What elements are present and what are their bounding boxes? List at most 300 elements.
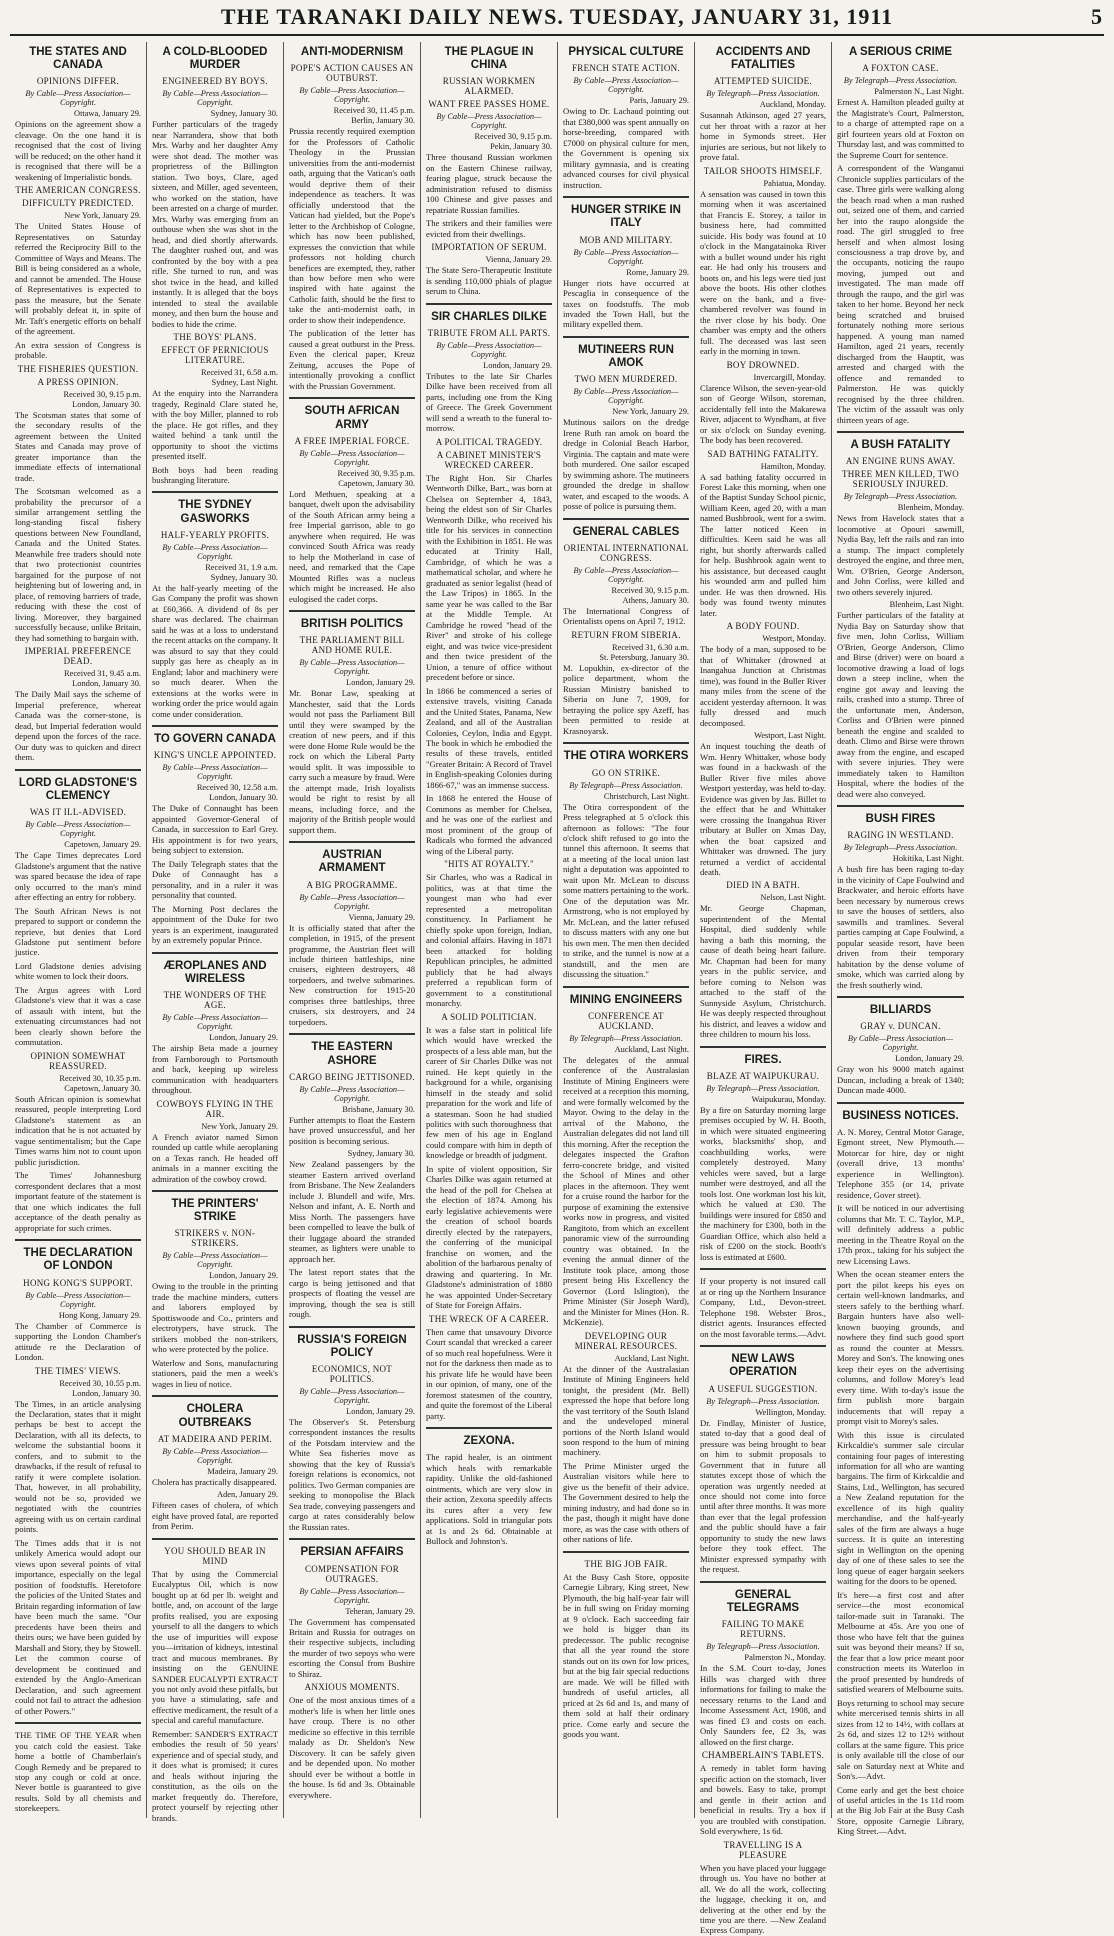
byline: By Cable—Press Association—Copyright. xyxy=(573,387,679,406)
section-heading: FIRES. xyxy=(744,1053,782,1066)
subheading: TWO MEN MURDERED. xyxy=(574,374,678,385)
article-paragraph: Boys returning to school may secure white mercerised tennis shirts in all sizes from 12 to 14½, with collars at 2s 6d, and sizes 12 to 12½ without collars at the same figure. This price is only available till the close of our sale on Saturday next at White and Son's.—Advt. xyxy=(837,1697,964,1782)
article-paragraph: M. Lopukhin, ex-director of the police department, whom the Russian Ministry banished to Siberia on June 7, 1909, for betraying the police spy Azeff, has been permitted to reside at Krasnoyarsk. xyxy=(563,662,689,736)
article-paragraph: At the half-yearly meeting of the Gas Company the profit was shown at £60,366. A dividend of 8s per share was declared. The chairman said he was at a loss to understand the recent attacks on the company. It was absurd to say that they could supply gas here as cheaply as in England; labor and machinery were so much dearer. When the extensions at the works were in working order the price would again come under consideration. xyxy=(152,582,278,719)
subheading: THE WRECK OF A CAREER. xyxy=(428,1313,550,1324)
article-paragraph: Ernest A. Hamilton pleaded guilty at the Magistrate's Court, Palmerston, to a charge of attempted rape on a girl fourteen years old at Foxton on Thursday last, and was committed to the Supreme Court for sentence. xyxy=(837,97,964,160)
article-paragraph: Fifteen cases of cholera, of which eight have proved fatal, are reported from Perim. xyxy=(152,1500,278,1532)
column-rule xyxy=(700,1268,826,1270)
byline: By Cable—Press Association—Copyright. xyxy=(573,247,679,266)
byline: By Cable—Press Association—Copyright. xyxy=(162,1251,268,1270)
dateline: Received 30, 9.15 p.m. xyxy=(63,389,141,399)
dateline: Sydney, January 30. xyxy=(347,1149,415,1159)
dateline: Sydney, Last Night. xyxy=(211,378,278,388)
byline: By Cable—Press Association—Copyright. xyxy=(436,340,542,359)
column-rule xyxy=(289,1326,415,1328)
article-paragraph: The Otira correspondent of the Press telegraphed at 5 o'clock this afternoon as follows: "The four o'clock shift refused to go into the tunnel this afternoon. It seems that at a meeting of the local union last night a deputation was appointed to wait upon Mr. McLean to discuss some matters pertaining to the work. One of the deputation was Mr. Armstrong, who is not employed by Mr. McLean, and the latter refused to discuss matters with any one but his own men. The men then decided to strike, and the tunnel is now at a standstill, and the men are discussing the situation." xyxy=(563,801,690,980)
byline: By Telegraph—Press Association. xyxy=(843,76,958,86)
subheading: RAGING IN WESTLAND. xyxy=(847,830,954,841)
article-paragraph: A bush fire has been raging to-day in the vicinity of Cape Foulwind and Brackwater, and heroic efforts have been necessary by numerous crews to save the houses of settlers, also sawmills and tramlines. Several parties camping at Cape Foulwind, a popular seaside resort, have been driven from their temporary habitation by the dense volume of smoke, which was carried along by the fresh southerly wind. xyxy=(837,864,964,990)
column-rule xyxy=(426,303,552,305)
article-paragraph: If your property is not insured call at or ring up the Northern Insurance Company, Ltd., Devon-street. Telephone 198. Webster Bros., district agents. Insurances effected on the most favorable terms.—Advt. xyxy=(700,1276,827,1339)
article-paragraph: The Cape Times deprecates Lord Gladstone's argument that the native was spared because the idea of rape only occurred to the man's mind after effecting an entry for robbery. xyxy=(15,850,141,903)
subheading: OPINIONS DIFFER. xyxy=(36,76,120,87)
column-7 xyxy=(832,42,969,1837)
dateline: Auckland, Last Night. xyxy=(614,1353,689,1363)
dateline: London, January 30. xyxy=(72,399,141,409)
section-heading: TO GOVERN CANADA xyxy=(154,733,276,746)
subheading: A CABINET MINISTER'S WRECKED CAREER. xyxy=(436,449,542,470)
article-paragraph: The State Sero-Therapeutic Institute is sending 110,000 phials of plague serum to China. xyxy=(426,265,552,297)
dateline: Hong Kong, January 29. xyxy=(58,1310,141,1320)
subheading: THE BIG JOB FAIR. xyxy=(584,1558,668,1569)
section-heading: CHOLERA OUTBREAKS xyxy=(178,1403,252,1429)
article-paragraph: Both boys had been reading bushranging literature. xyxy=(152,464,278,485)
column-heading: ACCIDENTS AND FATALITIES xyxy=(715,46,811,72)
article-paragraph: By a fire on Saturday morning large premises occupied by W. H. Booth, in which were situated engineering works, blacksmiths' shop, and coachbuilding works, were completely destroyed. Many vehicles were saved, but a large number were destroyed, and all the tools lost. One workman lost his kit, which he valued at £30. The buildings were insured for £850 and the machinery for £300, both in the Guardian Office, which also held a risk of £200 on the stock. Booth's loss is estimated at £600. xyxy=(700,1104,826,1262)
article-paragraph: The publication of the letter has caused a great outburst in the Press. Even the clerical paper, Kreuz Zeitung, accuses the Pope of intentionally provoking a conflict with the Prussian Government. xyxy=(289,328,415,391)
byline: By Cable—Press Association—Copyright. xyxy=(436,112,542,131)
dateline: New York, January 29. xyxy=(612,407,689,417)
article-paragraph: Opinions on the agreement show a cleavage. On the one hand it is recognised that the cost of living will be reduced; on the other hand it is recognised that there will be a weakening of Imperialistic bonds. xyxy=(15,119,141,182)
dateline: Westport, Monday. xyxy=(762,634,826,644)
article-paragraph: A sad bathing fatality occurred in Forest Lake this morning, when one of the Baptist Sunday School picnic, William Keen, aged 20, with a man named Bushbrook, went for a swim. The latter noticed Keen in difficulties. Keen said he was all right, but shortly afterwards called for help. Bushbrook again went to his assistance, but deceased caught his wounded arm and pulled him under. He was then drowned. His body was found twenty minutes later. xyxy=(700,471,826,618)
subheading: A FREE IMPERIAL FORCE. xyxy=(294,435,410,446)
byline: By Cable—Press Association—Copyright. xyxy=(847,1034,954,1053)
dateline: Received 30, 9.15 p.m. xyxy=(474,132,552,142)
article-paragraph: The Times, in an article analysing the Declaration, states that it might perhaps be best to accept the Declaration, with all its defects, to welcome the substantial boons it confers, and to submit to the drawbacks, if the result of refusal to ratify it were complete isolation. That, however, in all probability, would not be so, provided we negotiated with the countries agreeing with us on certain cardinal points. xyxy=(15,1398,141,1535)
dateline: Received 30, 12.58 a.m. xyxy=(196,783,278,793)
section-heading: NEW LAWS OPERATION xyxy=(729,1353,797,1379)
subheading: ORIENTAL INTERNATIONAL CONGRESS. xyxy=(563,542,689,563)
column-2 xyxy=(147,42,284,1823)
dateline: Hokitika, Last Night. xyxy=(892,854,964,864)
dateline: St. Petersburg, January 30. xyxy=(599,652,689,662)
section-heading: THE DECLARATION OF LONDON xyxy=(23,1247,133,1273)
byline: By Telegraph—Press Association. xyxy=(706,1642,820,1652)
subheading: CONFERENCE AT AUCKLAND. xyxy=(588,1011,664,1031)
column-3 xyxy=(284,42,421,1818)
section-heading: ÆROPLANES AND WIRELESS xyxy=(163,959,267,985)
subheading: GRAY v. DUNCAN. xyxy=(860,1021,941,1032)
subheading: CARGO BEING JETTISONED. xyxy=(289,1071,415,1082)
dateline: Athens, January 30. xyxy=(622,595,689,605)
dateline: London, January 29. xyxy=(895,1054,964,1064)
subheading: A BIG PROGRAMME. xyxy=(306,879,398,890)
column-rule xyxy=(563,986,689,988)
section-heading: BRITISH POLITICS xyxy=(300,618,404,631)
byline: By Cable—Press Association—Copyright. xyxy=(162,763,268,782)
article-paragraph: The Daily Mail says the scheme of Imperial preference, whereat Canada was the corner-stone, is dead, but Imperial federation would depend upon the forces of the race. Our duty was to quicken and direct them. xyxy=(15,689,141,763)
dateline: London, January 30. xyxy=(72,1388,141,1398)
column-rule xyxy=(15,1722,141,1724)
article-paragraph: Mutinous sailors on the dredge Irene Ruth ran amok on board the dredge in Colonial Beach Harbor, Virginia. The captain and mate were both murdered. One sailor escaped by swimming ashore. The mutineers grounded the dredge in shallow water, and escaped to the woods. A posse of police is pursuing them. xyxy=(563,417,689,512)
subheading: THE FISHERIES QUESTION. xyxy=(17,363,139,374)
article-paragraph: In 1868 he entered the House of Commons as member for Chelsea, and he was one of the earliest and most prominent of the group of Radicals who formed the advanced wing of the Liberal party. xyxy=(426,793,552,856)
article-paragraph: In spite of violent opposition, Sir Charles Dilke was again returned at the head of the poll for Chelsea at the election of 1874. Among his early legislative achievements were the creation of school boards directly elected by the ratepayers, the conferring of the municipal franchise on women, and the abolition of the barbarous penalty of drawing and quartering. In Mr. Gladstone's administration of 1880 he was appointed Under-Secretary of State for Foreign Affairs. xyxy=(426,1163,552,1311)
dateline: London, January 29. xyxy=(346,678,415,688)
column-heading: A SERIOUS CRIME xyxy=(848,46,953,58)
byline: By Cable—Press Association—Copyright. xyxy=(162,1446,268,1465)
subheading: YOU SHOULD BEAR IN MIND xyxy=(164,1545,266,1566)
byline: By Cable—Press Association—Copyright. xyxy=(25,89,131,108)
dateline: Capetown, January 29. xyxy=(64,840,141,850)
dateline: Christchurch, Last Night. xyxy=(603,791,689,801)
article-paragraph: At the enquiry into the Narrandera tragedy, Reginald Clare stated he, with the boy Miller, planned to rob the place. He got rifles, and they waited behind a tank until the opportunity to shoot the victims presented itself. xyxy=(152,388,278,462)
article-paragraph: When you have placed your luggage through us. You have no bother at all. We do all the work, collecting the luggage, checking it on, and delivering at the other end by the time you are there. —New Zealand Express Company. xyxy=(700,1862,826,1936)
byline: By Telegraph—Press Association. xyxy=(569,1034,683,1043)
dateline: London, January 30. xyxy=(209,793,278,803)
column-rule xyxy=(289,1033,415,1035)
dateline: Ottawa, January 29. xyxy=(74,109,141,119)
column-rule xyxy=(563,742,689,744)
dateline: Palmerston N., Last Night. xyxy=(874,87,964,97)
byline: By Telegraph—Press Association. xyxy=(706,1396,820,1406)
article-paragraph: Further attempts to float the Eastern have proved unsuccessful, and her position is becoming serious. xyxy=(289,1114,415,1146)
article-paragraph: The Scotsman welcomed as a probability the precursor of a similar arrangement settling the long-standing fiscal fishery questions between New Foundland, Canada and the United States. Meanwhile free traders should note that two protectionist countries bargained for the purpose of not heightening but of lowering and, in place, of removing barriers of trade, reducing with these the cost of living. Moreover, they bargained successfully because, unlike Britain, they had something to bargain with. xyxy=(15,486,141,643)
byline: By Cable—Press Association—Copyright. xyxy=(299,1386,405,1405)
dateline: Received 31, 6.58 a.m. xyxy=(201,368,278,378)
subheading: COMPENSATION FOR OUTRAGES. xyxy=(304,1563,400,1584)
section-heading: RUSSIA'S FOREIGN POLICY xyxy=(297,1333,407,1359)
dateline: Received 30, 10.35 p.m. xyxy=(59,1073,141,1083)
subheading: AT MADEIRA AND PERIM. xyxy=(157,1433,273,1444)
section-heading: HUNGER STRIKE IN ITALY xyxy=(571,204,681,230)
article-paragraph: In 1866 he commenced a series of extensive travels, visiting Canada and the United States, Panama, New Zealand, and all of the Australian Colonies, Ceylon, India and Egypt. The book in which he embodied the results of these travels, entitled "Greater Britain: A Record of Travel in English-speaking Colonies during 1866-67," was an immense success. xyxy=(426,685,552,790)
subheading: FAILING TO MAKE RETURNS. xyxy=(721,1619,805,1640)
column-rule xyxy=(289,397,415,399)
column-rule xyxy=(15,1239,141,1241)
dateline: New York, January 29. xyxy=(64,211,141,221)
article-paragraph: The Scotsman states that some of the secondary results of the agreement between the United States and Canada may prove of greater importance than the immediate effects of international trade. xyxy=(15,409,141,483)
article-paragraph: Come early and get the best choice of useful articles in the 1s 11d room at the Big Job Fair at the Busy Cash Store, opposite Carnegie Library, King Street.—Advt. xyxy=(837,1784,964,1837)
subheading: DIFFICULTY PREDICTED. xyxy=(22,198,134,209)
column-rule xyxy=(152,952,278,954)
dateline: Brisbane, January 30. xyxy=(342,1104,415,1114)
dateline: Received 31, 9.45 a.m. xyxy=(64,669,141,679)
article-paragraph: It will be noticed in our advertising columns that Mr. T. C. Taylor, M.P., will definitely address a public meeting in the Theatre Royal on the 17th prox., taking for his subject the new Licensing Laws. xyxy=(837,1203,964,1266)
dateline: Sydney, January 30. xyxy=(210,572,278,582)
dateline: New York, January 29. xyxy=(201,1121,278,1131)
article-paragraph: That by using the Commercial Eucalyptus Oil, which is now bought up at 6d per lb. weight and bottle, and, on account of the large profits realised, you are exposing yourself to all the dangers to which the use of impurities will expose you—irritation of kidneys, intestinal tract and mucous membranes. By insisting on the GENUINE SANDER EUCALYPTI EXTRACT you not only avoid these pitfalls, but you have a stimulating, safe and effective medicament, the result of a special and careful manufacture. xyxy=(152,1568,278,1726)
dateline: Teheran, January 29. xyxy=(345,1606,415,1616)
article-paragraph: It's here—a first cost and after service—the most economical tailor-made suit in Taranaki. The Melbourne at 45s. Are you one of those who have felt that the guinea suit was beyond their means? If so, the fear that a low price meant poor construction meets its Waterloo in the proof presented by hundreds of satisfied wearers of Melbourne suits. xyxy=(837,1589,964,1695)
dateline: London, January 29. xyxy=(209,1033,278,1043)
article-paragraph: Three thousand Russian workmen on the Eastern Chinese railway, fearing plague, struck because the administration refused to dismiss 100 Chinese and give passes and repatriate Russian families. xyxy=(426,152,552,215)
section-heading: PERSIAN AFFAIRS xyxy=(300,1546,404,1559)
subheading: BLAZE AT WAIPUKURAU. xyxy=(706,1070,820,1081)
article-paragraph: The Observer's St. Petersburg correspondent instances the results of the Potsdam interview and the White Sea fisheries move as showing that the key of Russia's foreign relations is economics, not politics. Two German companies are seeking to monopolise the Black Sea trade, conveying passengers and cargo at rates considerably below the Russian rates. xyxy=(289,1416,415,1532)
subheading: THE BOYS' PLANS. xyxy=(173,332,257,343)
article-paragraph: South African opinion is somewhat reassured, people interpreting Lord Gladstone's statement as an indication that he is not actuated by vague sentimentalism; but the Cape Times warns him not to count upon public jurisdiction. xyxy=(15,1093,141,1167)
section-heading: SOUTH AFRICAN ARMY xyxy=(304,405,400,431)
article-paragraph: A. N. Morey, Central Motor Garage, Egmont street, New Plymouth.—Motorcar for hire, day or night (overall drive, 13 months' experience in Wellington). Telephone 355 (or 14, private residence, Gover street). xyxy=(837,1126,964,1200)
subheading: RETURN FROM SIBERIA. xyxy=(571,629,681,640)
subheading: GO ON STRIKE. xyxy=(591,767,661,778)
column-rule xyxy=(563,196,689,198)
section-heading: THE EASTERN ASHORE xyxy=(311,1041,393,1067)
article-paragraph: One of the most anxious times of a mother's life is when her little ones have croup. There is no other medicine so effective in this terrible malady as Dr. Sheldon's New Discovery. It can be safely given and be depended upon. No mother should ever be without a bottle in the house. Is 6d and 3s. Obtainable everywhere. xyxy=(289,1695,415,1800)
article-paragraph: Sir Charles, who was a Radical in politics, was at that time the youngest man who had ever represented a metropolitan constituency. In Parliament he chiefly spoke upon foreign, Indian, and colonial affairs. Having in 1871 been attacked for holding Republican principles, he admitted publicly that he had always preferred a republican form of government to a constitutional monarchy. xyxy=(426,872,552,1009)
byline: By Cable—Press Association—Copyright. xyxy=(162,542,268,561)
column-rule xyxy=(152,491,278,493)
dateline: Aden, January 29. xyxy=(217,1490,278,1500)
dateline: Blenheim, Monday. xyxy=(897,503,964,513)
dateline: Palmerston N., Monday. xyxy=(744,1653,826,1663)
subheading: FRENCH STATE ACTION. xyxy=(571,63,681,74)
section-heading: GENERAL TELEGRAMS xyxy=(726,1588,800,1615)
article-paragraph: The delegates of the annual conference of the Australasian Institute of Mining Engineers were received at a reception this morning, and were formally welcomed by the Mayor. Owing to the delay in the arrival of the Mahono, the Australian delegates did not land till this morning. After the reception the delegates inspected the Grafton ferro-concrete bridge, and visited the School of Mines and other places in the afternoon. They went for a cruise round the harbor for the purpose of examining the extensive works now in progress, and visited Rangitoto, from which an excellent panoramic view of the surrounding country was obtained. In the evening the annual dinner of the Institute took place, among those present being His Excellency the Governor (Lord Islington), the Prime Minister (Sir Joseph Ward), and the Minister for Mines (Hon. R. McKenzie). xyxy=(563,1055,689,1328)
subheading: THE TIMES' VIEWS. xyxy=(34,1365,122,1376)
dateline: London, January 29. xyxy=(346,1406,415,1416)
column-rule xyxy=(700,1345,826,1347)
dateline: Vienna, January 29. xyxy=(485,255,552,265)
column-rule xyxy=(289,1538,415,1540)
dateline: Wellington, Monday. xyxy=(755,1407,826,1417)
subheading: "HITS AT ROYALTY." xyxy=(444,859,534,870)
byline: By Cable—Press Association—Copyright. xyxy=(25,1290,131,1309)
subheading: THE AMERICAN CONGRESS. xyxy=(15,185,141,196)
section-heading: THE OTIRA WORKERS xyxy=(563,750,689,763)
article-paragraph: News from Havelock states that a locomotive at Opouri sawmill, Nydia Bay, left the rails and ran into a stump. The impact completely destroyed the engine, and three men, Wm. O'Brien, George Anderson, and John Corliss, were killed and two others severely injured. xyxy=(837,513,964,597)
byline: By Cable—Press Association—Copyright. xyxy=(299,448,405,467)
column-rule xyxy=(289,841,415,843)
dateline: London, January 29. xyxy=(209,1271,278,1281)
column-5 xyxy=(558,42,695,1818)
article-paragraph: The Times adds that it is not unlikely America would adopt our views upon several points of vital importance, especially on the legal position of foodstuffs. Heretofore the policies of the United States and Britain regarding information of law have been much the same. "Our precedents have been theirs and theirs ours; we have been guided by Marshall and Story, they by Stowell. Let the common course of development be continued and extended by the Anglo-American Declaration, and such agreement could not fail to attract the adhesion of other Powers." xyxy=(15,1537,141,1716)
subheading: MOB AND MILITARY. xyxy=(579,234,673,245)
article-paragraph: The International Congress of Orientalists opens on April 7, 1912. xyxy=(563,605,689,627)
dateline: Pekin, January 30. xyxy=(490,142,552,152)
subheading: ECONOMICS, NOT POLITICS. xyxy=(311,1363,393,1384)
article-paragraph: Owing to the trouble in the printing trade the machine minders, cutters and laborers employed by Spottiswoode and Co., printers and electrotypers, have struck. The strikers mobbed the non-strikers, who were protected by the police. xyxy=(152,1281,278,1355)
section-heading: AUSTRIAN ARMAMENT xyxy=(318,849,386,875)
section-heading: GENERAL CABLES xyxy=(572,525,680,538)
article-paragraph: The latest report states that the cargo is being jettisoned and that prospects of floating the vessel are improving, though the sea is still rough. xyxy=(289,1267,415,1320)
article-paragraph: The United States House of Representatives on Saturday referred the Reciprocity Bill to the Committee of Ways and Means. The Bill is being considered as a whole, and cannot be amended. The House of Representatives is expected to pass the measure, but the Senate will probably defeat it, in spite of Mr. Taft's energetic efforts on behalf of the agreement. xyxy=(15,221,141,337)
dateline: Waipukurau, Monday. xyxy=(751,1094,826,1104)
section-heading: BUSH FIRES xyxy=(865,813,936,826)
dateline: Auckland, Last Night. xyxy=(614,1045,689,1054)
column-heading: A COLD-BLOODED MURDER xyxy=(162,46,268,72)
section-heading: BILLIARDS xyxy=(869,1004,932,1017)
subheading: DEVELOPING OUR MINERAL RESOURCES. xyxy=(574,1330,678,1351)
subheading: BOY DROWNED. xyxy=(726,359,800,370)
byline: By Cable—Press Association—Copyright. xyxy=(299,86,405,105)
article-paragraph: The Prime Minister urged the Australian visitors while here to give us the benefit of their advice. The Government desired to help the mining industry, and had done so in the past, though it might have done more, as was the case with others of other nations of life. xyxy=(563,1460,689,1545)
article-paragraph: An extra session of Congress is probable. xyxy=(15,339,141,361)
article-paragraph: The strikers and their families were evicted from their dwellings. xyxy=(426,218,552,239)
article-paragraph: Then came that unsavoury Divorce Court scandal that wrecked a career of so much real hopefulness. Were it not for the darkness then made as to his private life he would have been in our opinion, of many, one of the foremost statesmen of the country, and quite the foremost of the Liberal party. xyxy=(426,1326,552,1421)
subheading: A PRESS OPINION. xyxy=(37,376,119,387)
subheading: STRIKERS v. NON-STRIKERS. xyxy=(174,1228,256,1249)
article-paragraph: The Chamber of Commerce is supporting the London Chamber's attitude re the Declaration of London. xyxy=(15,1320,141,1363)
byline: By Cable—Press Association—Copyright. xyxy=(25,820,131,839)
article-paragraph: Waterlow and Sons, manufacturing stationers, paid the men a week's wages in lieu of notice. xyxy=(152,1357,278,1389)
dateline: Auckland, Monday. xyxy=(759,100,826,110)
dateline: Madeira, January 29. xyxy=(207,1466,278,1476)
article-paragraph: In the S.M. Court to-day, Jones Hills was charged with three informations for failing to make the necessary returns to the Land and Income Assessment Act, 1908, and was fined £3 and costs on each. Only Saunders fee, £2 3s, was allowed on the first charge. xyxy=(700,1663,826,1747)
page-number: 5 xyxy=(1091,4,1102,29)
section-heading: ZEXONA. xyxy=(463,1435,515,1448)
subheading: TRIBUTE FROM ALL PARTS. xyxy=(427,327,551,338)
subheading: IMPERIAL PREFERENCE DEAD. xyxy=(24,646,132,667)
section-heading: A BUSH FATALITY xyxy=(850,439,951,452)
subheading: ATTEMPTED SUICIDE. xyxy=(714,76,812,87)
article-paragraph: A French aviator named Simon rounded up cattle while aeroplaning on a Texas ranch. He headed off animals in a manner exciting the admiration of the cowboy crowd. xyxy=(152,1131,278,1184)
article-paragraph: The Argus agrees with Lord Gladstone's view that it was a case of assault with intent, but the extenuating circumstances had not been clearly shown before the commutation. xyxy=(15,984,141,1048)
subheading: THE PARLIAMENT BILL AND HOME RULE. xyxy=(299,635,405,656)
byline: By Cable—Press Association—Copyright. xyxy=(162,89,268,108)
byline: By Telegraph—Press Association. xyxy=(706,89,820,99)
article-paragraph: Prussia recently required exemption for the Professors of Catholic Theology in the Prussian universities from the anti-modernist oath, arguing that the Vatican's oath would deprive them of their independence as teachers. It was officially understood that the Vatican had yielded, but the Pope's letter to the Archbishop of Cologne, which has now been published, expresses the conviction that while professors not holding church benefices are exempted, they, rather than bow before men who were inspired with hate against the Catholic faith, should be the first to take the anti-modernist oath, in order to show their independence. xyxy=(289,126,415,325)
article-paragraph: Gray won his 9000 match against Duncan, including a break of 1340; Duncan made 4000. xyxy=(837,1064,964,1096)
article-paragraph: Mr. Bonar Law, speaking at Manchester, said that the Lords would not pass the Parliament Bill until they were swamped by the creation of new peers, and if this were done Home Rule would be the rock on which the Liberal Party would split. It was impossible to carry such a measure by fraud. Were the attempt made, Irish loyalists would be right to resist by all means, including force, and the majority of the British people would support them. xyxy=(289,688,415,835)
newspaper-title: THE TARANAKI DAILY NEWS. TUESDAY, JANUARY 31, 1911 xyxy=(220,4,894,29)
dateline: Received 30, 10.55 p.m. xyxy=(59,1378,141,1388)
article-paragraph: Further particulars of the fatality at Nydia Bay on Saturday show that five men, John Corliss, William O'Brien, George Anderson, Climo and Birse (driver) were on board a locomotive drawing a load of logs down a steep incline, when the engine got away and leaving the rails, crashed into a stump. Three of the unfortunate men, Anderson, Corliss and O'Brien were pinned beneath the engine and scalded to death. Climo and Birse were thrown away from the engine, and escaped with severe injuries. They were immediately taken to Hamilton Hospital, where the bodies of the dead were also conveyed. xyxy=(837,610,964,799)
byline: By Cable—Press Association—Copyright. xyxy=(573,565,679,584)
dateline: Nelson, Last Night. xyxy=(760,893,826,903)
column-rule xyxy=(700,1046,826,1048)
article-paragraph: The Daily Telegraph states that the Duke of Connaught has a personality, and in a ruler it was personality that counted. xyxy=(152,858,278,901)
section-heading: BUSINESS NOTICES. xyxy=(842,1109,959,1122)
dateline: Berlin, January 30. xyxy=(351,116,415,126)
masthead xyxy=(10,0,1104,36)
article-paragraph: The Government has compensated Britain and Russia for outrages on their respective subjects, including the murder of two sepoys who were escorting the Consul from Bushire to Shiraz. xyxy=(289,1616,415,1679)
article-paragraph: Dr. Findlay, Minister of Justice, stated to-day that a good deal of pressure was being brought to bear on him to submit proposals to Government that in future all statutes except those of which the operation was urgently needed at once should not come into force until after three months. It was more than ever that the legal profession and the public should have a fair opportunity to study the new laws before they took effect. The Minister expressed sympathy with the request. xyxy=(700,1417,826,1575)
dateline: Invercargill, Monday. xyxy=(753,372,826,382)
dateline: Received 30, 9.15 p.m. xyxy=(611,585,689,595)
article-paragraph: A remedy in tablet form having specific action on the stomach, liver and bowels. Easy to take, prompt and gentle in their action and beneficial in results. Try a box if you are troubled with constipation. Sold everywhere, 1s 6d. xyxy=(700,1763,826,1837)
byline: By Cable—Press Association—Copyright. xyxy=(299,658,405,677)
article-paragraph: New Zealand passengers by the steamer Eastern arrived overland from Brisbane. The New Zealanders include J. Blundell and wife, Mrs. Nelson and infant, A. E. North and Miss North. The passengers have been compelled to leave the bulk of their luggage aboard the stranded steamer, as lighters were unable to approach her. xyxy=(289,1159,415,1264)
subheading: A FOXTON CASE. xyxy=(862,63,939,74)
article-paragraph: Tributes to the late Sir Charles Dilke have been received from all parts, including one from the King of Greece. The Greek Government will send a wreath to the funeral to-morrow. xyxy=(426,370,552,434)
column-heading: ANTI-MODERNISM xyxy=(300,46,404,58)
article-paragraph: It was a false start in political life which would have wrecked the prospects of a less able man, but the career of Sir Charles Dilke was not ruined. He kept quietly in the background for a while, organising himself in the steady and solid preparation for the work and life of a statesman. Soon he had studied politics with such thoroughness that few men of his age in England could compare with him in depth of knowledge or breadth of judgment. xyxy=(426,1024,552,1161)
article-paragraph: The Times' Johannesburg correspondent declares that a most important feature of the statement is that one which indicates the full acceptance of the death penalty as appropriate for such crimes. xyxy=(15,1170,141,1233)
article-paragraph: Lord Methuen, speaking at a banquet, dwelt upon the advisability of the South African army being a free Imperial garrison, able to go anywhere when required. He was convinced South Africa was ready to help the Motherland in case of need, and remarked that the Cape Mounted Rifles was a nucleus which might be increased. He also eulogised the cadet corps. xyxy=(289,488,415,604)
subheading: ENGINEERED BY BOYS. xyxy=(162,76,268,87)
subheading: POPE'S ACTION CAUSES AN OUTBURST. xyxy=(290,63,414,84)
article-paragraph: A correspondent of the Wanganui Chronicle supplies particulars of the case. Three girls were walking along the beach road when a man rushed out, seized one of them, and carried her into the raupo alongside the road. The girl struggled to free herself and when almost losing consciousness a trap drove by, and the occupants, noticing the raupo moving, jumped out and investigated. The man made off through the raupo, and the girl was taken to her home. Beyond her neck being scratched and bruised fortunately nothing more serious happened. A young man named Hamilton, aged 21 years, recently discharged from the Hauptit, was arrested and charged with the offence and remanded to Palmerston. He was quickly recognised by the three children. The victim of the assault was only thirteen years of age. xyxy=(837,163,964,425)
article-paragraph: Owing to Dr. Lachaud pointing out that £380,000 was spent annually on horse-breeding, compared with £7000 on physical culture for men, the Government is opening six military gymnasia, and is creating advanced courses for civil physical instruction. xyxy=(563,106,689,190)
article-paragraph: The Right Hon. Sir Charles Wentworth Dilke, Bart., was born at Chelsea on September 4, 1843, being the eldest son of Sir Charles Wentworth Dilke, who received his title for his services in connection with the Exhibition in 1851. He was educated at Trinity Hall, Cambridge, of which he was a mathematical scholar, and where he graduated as senior legalist (head of the Law Tripos) in 1865. In the same year he was called to the Bar at the Middle Temple. At Cambridge he rowed "head of the River" and stroke of his college eight, and was twice vice-president and then twice president of the Union, a tenure of office without precedent before or since. xyxy=(426,472,552,683)
column-1 xyxy=(10,42,147,1818)
column-rule xyxy=(837,805,964,807)
column-rule xyxy=(563,336,689,338)
column-rule xyxy=(563,1551,689,1553)
article-paragraph: THE TIME OF THE YEAR when you catch cold the easiest. Take home a bottle of Chamberlain's Cough Remedy and be prepared to stop any cough or cold at once. Never bottle is guaranteed to give results. Sold by all chemists and storekeepers. xyxy=(15,1730,141,1814)
subheading: ANXIOUS MOMENTS. xyxy=(304,1682,400,1693)
column-rule xyxy=(152,1190,278,1192)
column-rule xyxy=(152,725,278,727)
subheading: A SOLID POLITICIAN. xyxy=(441,1011,537,1022)
column-rule xyxy=(426,1427,552,1429)
column-rule xyxy=(563,518,689,520)
byline: By Cable—Press Association—Copyright. xyxy=(299,1084,405,1103)
subheading: THREE MEN KILLED, TWO SERIOUSLY INJURED. xyxy=(841,469,960,490)
article-paragraph: Susannah Atkinson, aged 27 years, cut her throat with a razor at her home in Symonds street. Her injuries are serious, but not likely to prove fatal. xyxy=(700,110,826,163)
byline: By Cable—Press Association—Copyright. xyxy=(299,1586,405,1605)
article-paragraph: With this issue is circulated Kirkcaldie's summer sale circular containing four pages of interesting information for all who are wanting bargains. The firm of Kirkcaldie and Stains, Ltd., Wellington, has secured a New Zealand reputation for the excellence of its high quality merchandise, and the half-yearly sales of the firm are always a huge success. It is quite an interesting sight in Wellington on the opening day of one of these sales to see the long queue of eager bargain seekers waiting for the doors to be opened. xyxy=(837,1429,964,1587)
subheading: WANT FREE PASSES HOME. xyxy=(428,99,550,110)
section-heading: MUTINEERS RUN AMOK xyxy=(578,343,674,370)
column-rule xyxy=(152,1395,278,1397)
column-heading: PHYSICAL CULTURE xyxy=(568,46,684,58)
article-paragraph: The airship Beta made a journey from Farnborough to Portsmouth and back, keeping up wireless communication with headquarters throughout. xyxy=(152,1043,278,1096)
article-paragraph: The rapid healer, is an ointment which heals with remarkable rapidity. Unlike the old-fashioned ointments, which are very slow in their action, Zexona speedily affects its cures after a very few applications. Sold in triangular pots at 1s and 2s 6d. Obtainable at Bullock and Johnston's. xyxy=(426,1452,552,1547)
article-paragraph: Lord Gladstone denies advising white women to lock their doors. xyxy=(15,960,141,982)
subheading: AN ENGINE RUNS AWAY. xyxy=(845,456,956,467)
dateline: Sydney, January 30. xyxy=(210,109,278,119)
article-paragraph: The Morning Post declares the appointment of the Duke for two years is an experiment, inaugurated by an extremely popular Prince. xyxy=(152,903,278,946)
dateline: Received 31, 1.9 a.m. xyxy=(205,562,278,572)
article-paragraph: Cholera has practically disappeared. xyxy=(152,1476,277,1487)
subheading: HALF-YEARLY PROFITS. xyxy=(160,529,270,540)
column-rule xyxy=(837,431,964,433)
byline: By Telegraph—Press Association. xyxy=(569,780,683,790)
article-paragraph: At the dinner of the Australasian Institute of Mining Engineers held tonight, the president (Mr. Bell) expressed the hope that before long the vast territory of the South Island and the undeveloped mineral portions of the North Island would soon respond to the hum of mining machinery. xyxy=(563,1363,689,1458)
section-heading: MINING ENGINEERS xyxy=(569,993,683,1006)
section-heading: THE PRINTERS' STRIKE xyxy=(171,1198,259,1224)
article-paragraph: Hunger riots have occurred at Pescaglia in consequence of the taxes on foodstuffs. The mob invaded the Town Hall, but the military expelled them. xyxy=(563,277,689,330)
subheading: TAILOR SHOOTS HIMSELF. xyxy=(703,165,823,176)
dateline: Hamilton, Monday. xyxy=(760,461,826,471)
subheading: OPINION SOMEWHAT REASSURED. xyxy=(30,1050,126,1071)
subheading: IMPORTATION OF SERUM. xyxy=(431,242,547,253)
dateline: Blenheim, Last Night. xyxy=(889,600,964,610)
subheading: COWBOYS FLYING IN THE AIR. xyxy=(156,1098,274,1119)
dateline: Capetown, January 30. xyxy=(64,1083,141,1093)
byline: By Telegraph—Press Association. xyxy=(706,1083,820,1093)
subheading: DIED IN A BATH. xyxy=(726,880,800,891)
subheading: SAD BATHING FATALITY. xyxy=(707,448,819,459)
column-6 xyxy=(695,42,832,1936)
article-paragraph: Mr. George Chapman, superintendent of the Mental Hospital, died suddenly while having a bath this morning, the cause of death being heart failure. Mr. Chapman had been for many years in the public service, and before coming to Nelson was attached to the staff of the Sunnyside Asylum, Christchurch. He was deeply respected throughout his district, and leaves a widow and three children to mourn his loss. xyxy=(700,903,826,1040)
article-paragraph: The body of a man, supposed to be that of Whittaker (drowned at Inangahua Junction at Christmas time), was found in the Buller River many miles from the scene of the accident yesterday afternoon. It was fully dressed and much decomposed. xyxy=(700,644,826,728)
dateline: Paris, January 29. xyxy=(629,96,689,106)
subheading: TRAVELLING IS A PLEASURE xyxy=(723,1839,803,1860)
dateline: Westport, Last Night. xyxy=(754,731,826,741)
article-paragraph: A sensation was caused in town this morning when it was ascertained that Francis E. Storey, a tailor in business here, had committed suicide. His body was found at 10 o'clock in the Mangatainoka River with a bullet wound under his right ear. He had only his trousers and boots on, and his legs were tied just above the boots. His other clothes were on the bank, and a five-chambered revolver was found in the river close by his body. One chamber was empty and the others full. The deceased was last seen early in the morning in town. xyxy=(700,188,826,357)
dateline: Capetown, January 30. xyxy=(338,478,415,488)
column-rule xyxy=(15,769,141,771)
subheading: A BODY FOUND. xyxy=(726,621,800,632)
dateline: London, January 29. xyxy=(483,360,552,370)
article-paragraph: Remember: SANDER'S EXTRACT embodies the result of 50 years' experience and of special study, and it does what is promised; it cures and heals without injuring the constitution, as the oils on the market frequently do. Therefore, protect yourself by rejecting other brands. xyxy=(152,1728,278,1823)
article-paragraph: When the ocean steamer enters the port the pilot keeps his eyes on certain well-known landmarks, and steers safely to the berthing wharf. Bargain hunters have also well-known buoying grounds, and nowhere they find such good sport as round the counter at Messrs. Morey and Son's. The knowing ones keep their eyes on the advertising columns, and follow Morey's lead every time. With to-day's issue the firm publish more bargain inducements that will repay a prompt visit to Morey's sales. xyxy=(837,1269,964,1427)
byline: By Cable—Press Association—Copyright. xyxy=(573,76,679,95)
article-paragraph: Further particulars of the tragedy near Narrandera, show that both Mrs. Warby and her daughter Amy were shot dead. The mother was proprietress of the Billington station. Two boys, Clare, aged sixteen, and Miller, aged seventeen, who worked on the station, have been arrested on a charge of murder. Mrs. Warby was emerging from an outhouse when she was shot in the head, and died shortly afterwards. The daughter rushed out, and was confronted by the boy with a pea rifle. She turned to run, and was shot twice in the head, and killed instantly. It is alleged that the boys intended to steal the available money, and then burn the house and bodies to hide the crime. xyxy=(152,119,278,329)
subheading: EFFECT OF PERNICIOUS LITERATURE. xyxy=(161,345,269,366)
news-columns xyxy=(10,42,1104,1936)
subheading: THE WONDERS OF THE AGE. xyxy=(163,990,267,1011)
article-paragraph: It is officially stated that after the completion, in 1915, of the present programme, the Austrian fleet will include thirteen battleships, nine cruisers, eighteen destroyers, 48 torpedoers, and twelve submarines. New construction for 1915-20 comprises three battleships, three cruisers, six destroyers, and 24 torpedoers. xyxy=(289,922,415,1027)
dateline: Vienna, January 29. xyxy=(348,912,415,922)
section-heading: SIR CHARLES DILKE xyxy=(431,310,547,323)
subheading: A USEFUL SUGGESTION. xyxy=(708,1383,818,1394)
subheading: WAS IT ILL-ADVISED. xyxy=(29,807,127,818)
column-rule xyxy=(700,1581,826,1583)
article-paragraph: The Duke of Connaught has been appointed Governor-General of Canada, in succession to Earl Grey. His appointment is for two years, being subject to extension. xyxy=(152,803,278,856)
section-heading: LORD GLADSTONE'S CLEMENCY xyxy=(18,776,138,802)
subheading: CHAMBERLAIN'S TABLETS. xyxy=(701,1750,825,1761)
dateline: Pahiatua, Monday. xyxy=(763,178,826,188)
column-rule xyxy=(837,1102,964,1104)
column-rule xyxy=(837,996,964,998)
